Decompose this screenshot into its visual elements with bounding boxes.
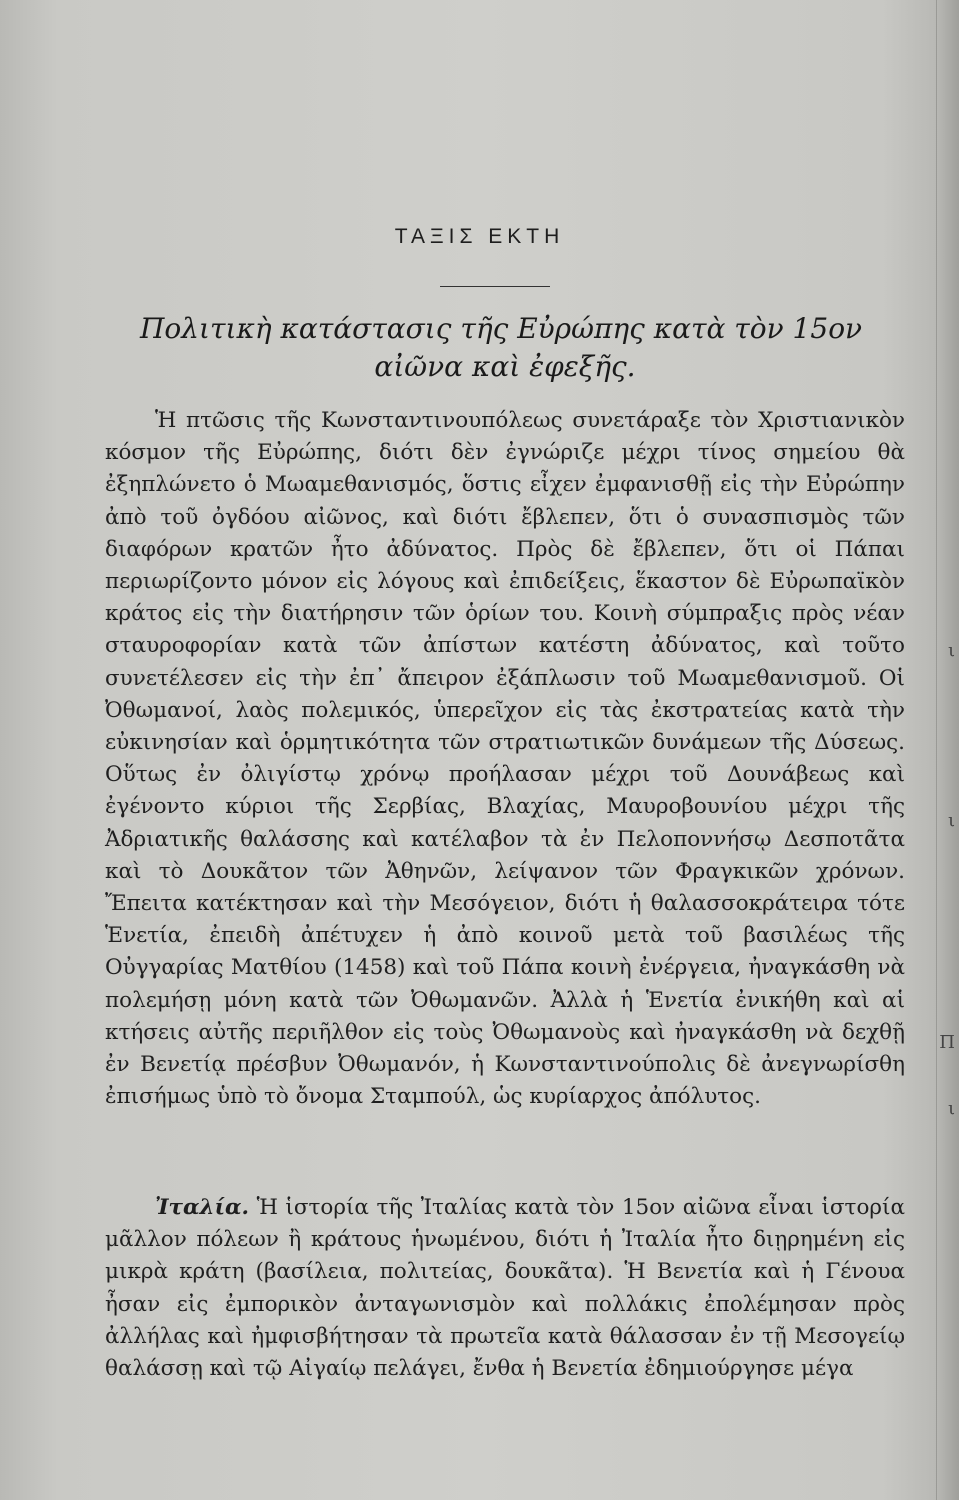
edge-mark: ι <box>947 810 955 831</box>
paragraph-text: Ἡ ἱστορία τῆς Ἰταλίας κατὰ τὸν 15ον αἰῶνα εἶναι ἱστορία μᾶλλον πόλεων ἢ κράτους ἡνωμένου, διότι ἡ Ἰταλία ἦτο διῃρημένη εἰς μικρὰ κράτη (βασίλεια, πολιτείας, δουκᾶτα). Ἡ Βενετία καὶ ἡ Γένουα ἦσαν εἰς ἐμπορικὸν ἀνταγωνισμὸν καὶ πολλάκις ἐπολέμησαν πρὸς ἀλλήλας καὶ ἠμφισβήτησαν τὰ πρωτεῖα κατὰ θάλασσαν ἐν τῇ Μεσογείῳ θαλάσσῃ καὶ τῷ Αἰγαίῳ πελάγει, ἔνθα ἡ Βενετία ἐδημιούργησε μέγα <box>105 1195 905 1382</box>
body-paragraph <box>105 405 905 1113</box>
run-in-heading-italy: Ἰταλία. <box>155 1195 250 1220</box>
body-paragraph <box>105 1192 905 1385</box>
chapter-title-line-1: Πολιτικὴ κατάστασις τῆς Εὐρώπης κατὰ τὸν 15ον <box>140 312 863 345</box>
paragraph-text: Ἡ πτῶσις τῆς Κωνσταντινουπόλεως συνετάραξε τὸν Χριστιανικὸν κόσμον τῆς Εὐρώπης, διότι δὲν ἐγνώριζε μέχρι τίνος σημείου θὰ ἐξηπλώνετο ὁ Μωαμεθανισμός, ὅστις εἶχεν ἐμφανισθῇ εἰς τὴν Εὐρώπην ἀπὸ τοῦ ὀγδόου αἰῶνος, καὶ διότι ἔβλεπεν, ὅτι ὁ συνασπισμὸς τῶν διαφόρων κρατῶν ἦτο ἀδύνατος. Πρὸς δὲ ἔβλεπεν, ὅτι οἱ Πάπαι περιωρίζοντο μόνον εἰς λόγους καὶ ἐπιδείξεις, ἕκαστον δὲ Εὐρωπαϊκὸν κράτος εἰς τὴν διατήρησιν τῶν ὁρίων του. Κοινὴ σύμπραξις πρὸς νέαν σταυροφορίαν κατὰ τῶν ἀπίστων κατέστη ἀδύνατος, καὶ τοῦτο συνετέλεσεν εἰς τὴν ἐπ᾿ ἄπειρον ἐξάπλωσιν τοῦ Μωαμεθανισμοῦ. Οἱ Ὀθωμανοί, λαὸς πολεμικός, ὑπερεῖχον εἰς τὰς ἐκστρατείας κατὰ τὴν εὐκινησίαν καὶ ὁρμητικότητα τῶν στρατιωτικῶν δυνάμεων τῆς Δύσεως. Οὕτως ἐν ὀλιγίστῳ χρόνῳ προήλασαν μέχρι τοῦ Δουνάβεως καὶ ἐγένοντο κύριοι τῆς Σερβίας, Βλαχίας, Μαυροβουνίου μέχρι τῆς Ἀδριατικῆς θαλάσσης καὶ κατέλαβον τὰ ἐν Πελοποννήσῳ Δεσποτᾶτα καὶ τὸ Δουκᾶτον τῶν Ἀθηνῶν, λείψανον τῶν Φραγκικῶν χρόνων. Ἔπειτα κατέκτησαν καὶ τὴν Μεσόγειον, διότι ἡ θαλασσοκράτειρα τότε Ἑνετία, ἐπειδὴ ἀπέτυχεν ἡ ἀπὸ κοινοῦ μετὰ τοῦ βασιλέως τῆς Οὐγγαρίας Ματθίου (1458) καὶ τοῦ Πάπα κοινὴ ἐνέργεια, ἠναγκάσθη νὰ πολεμήσῃ μόνη κατὰ τῶν Ὀθωμανῶν. Ἀλλὰ ἡ Ἑνετία ἐνικήθη καὶ αἱ κτήσεις αὐτῆς περιῆλθον εἰς τοὺς Ὀθωμανοὺς καὶ ἠναγκάσθη νὰ δεχθῇ ἐν Βενετίᾳ πρέσβυν Ὀθωμανόν, ἡ Κωνσταντινούπολις δὲ ἀνεγνωρίσθη ἐπισήμως ὑπὸ τὸ ὄνομα Σταμπούλ, ὡς κυρίαρχος ἀπόλυτος. <box>105 408 905 1110</box>
edge-mark: Π <box>939 1032 955 1053</box>
heading-divider <box>440 286 550 287</box>
section-heading: ΤΑΞΙΣ ΕΚΤΗ <box>394 225 565 248</box>
edge-mark: ι <box>947 640 955 661</box>
chapter-title-line-2: αἰῶνα καὶ ἐφεξῆς. <box>374 350 636 383</box>
edge-mark: ι <box>947 1098 955 1119</box>
